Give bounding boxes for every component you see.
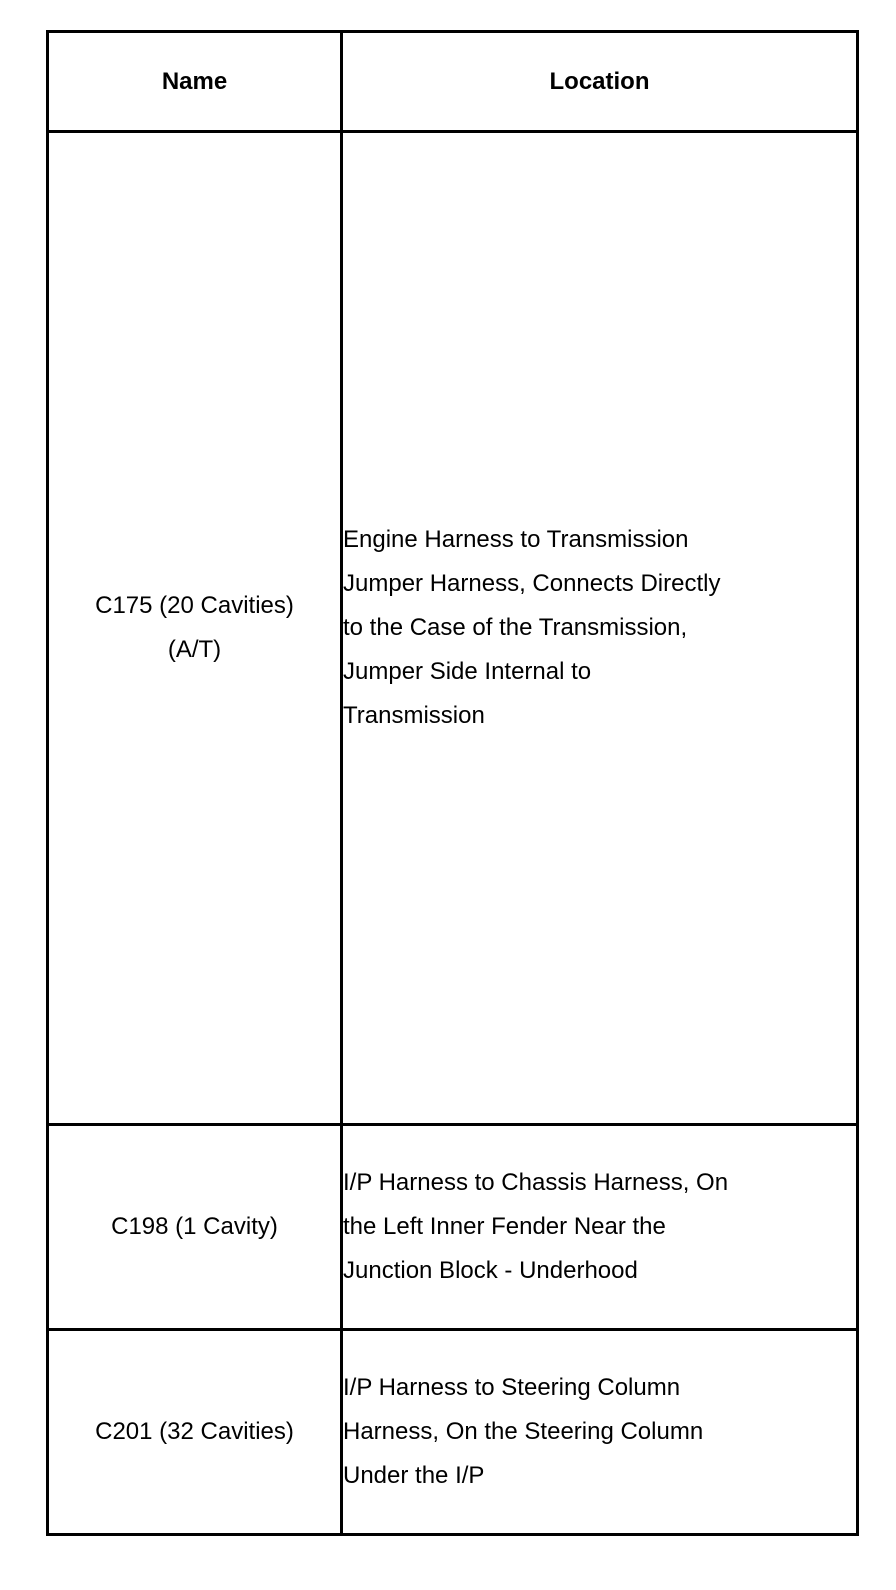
connector-location-cell [342, 1330, 858, 1535]
location-line: Harness, On the Steering Column [343, 1418, 704, 1445]
location-line: Under the I/P [343, 1462, 485, 1489]
connector-name-line: C201 (32 Cavities) [95, 1418, 294, 1445]
connector-name-line: C198 (1 Cavity) [111, 1213, 278, 1240]
table-row [48, 132, 858, 1125]
table-row [48, 1125, 858, 1330]
location-line: Transmission [343, 702, 485, 729]
table-row [48, 1330, 858, 1535]
connector-location-cell [342, 132, 858, 1125]
location-line: Junction Block - Underhood [343, 1257, 638, 1284]
connector-table [46, 30, 859, 1536]
column-header-name: Name [48, 32, 342, 132]
connector-name-cell [48, 1125, 342, 1330]
connector-name-cell [48, 132, 342, 1125]
location-line: Jumper Harness, Connects Directly [343, 570, 721, 597]
location-line: Jumper Side Internal to [343, 658, 592, 685]
location-line: I/P Harness to Chassis Harness, On [343, 1169, 729, 1196]
connector-location-cell [342, 1125, 858, 1330]
location-line: the Left Inner Fender Near the [343, 1213, 666, 1240]
location-line: to the Case of the Transmission, [343, 614, 688, 641]
location-line: I/P Harness to Steering Column [343, 1374, 681, 1401]
table-header-row [48, 32, 858, 132]
connector-name-line: C175 (20 Cavities) [95, 592, 294, 619]
column-header-location: Location [342, 32, 858, 132]
connector-name-line: (A/T) [167, 636, 222, 663]
connector-name-cell [48, 1330, 342, 1535]
location-line: Engine Harness to Transmission [343, 526, 689, 553]
